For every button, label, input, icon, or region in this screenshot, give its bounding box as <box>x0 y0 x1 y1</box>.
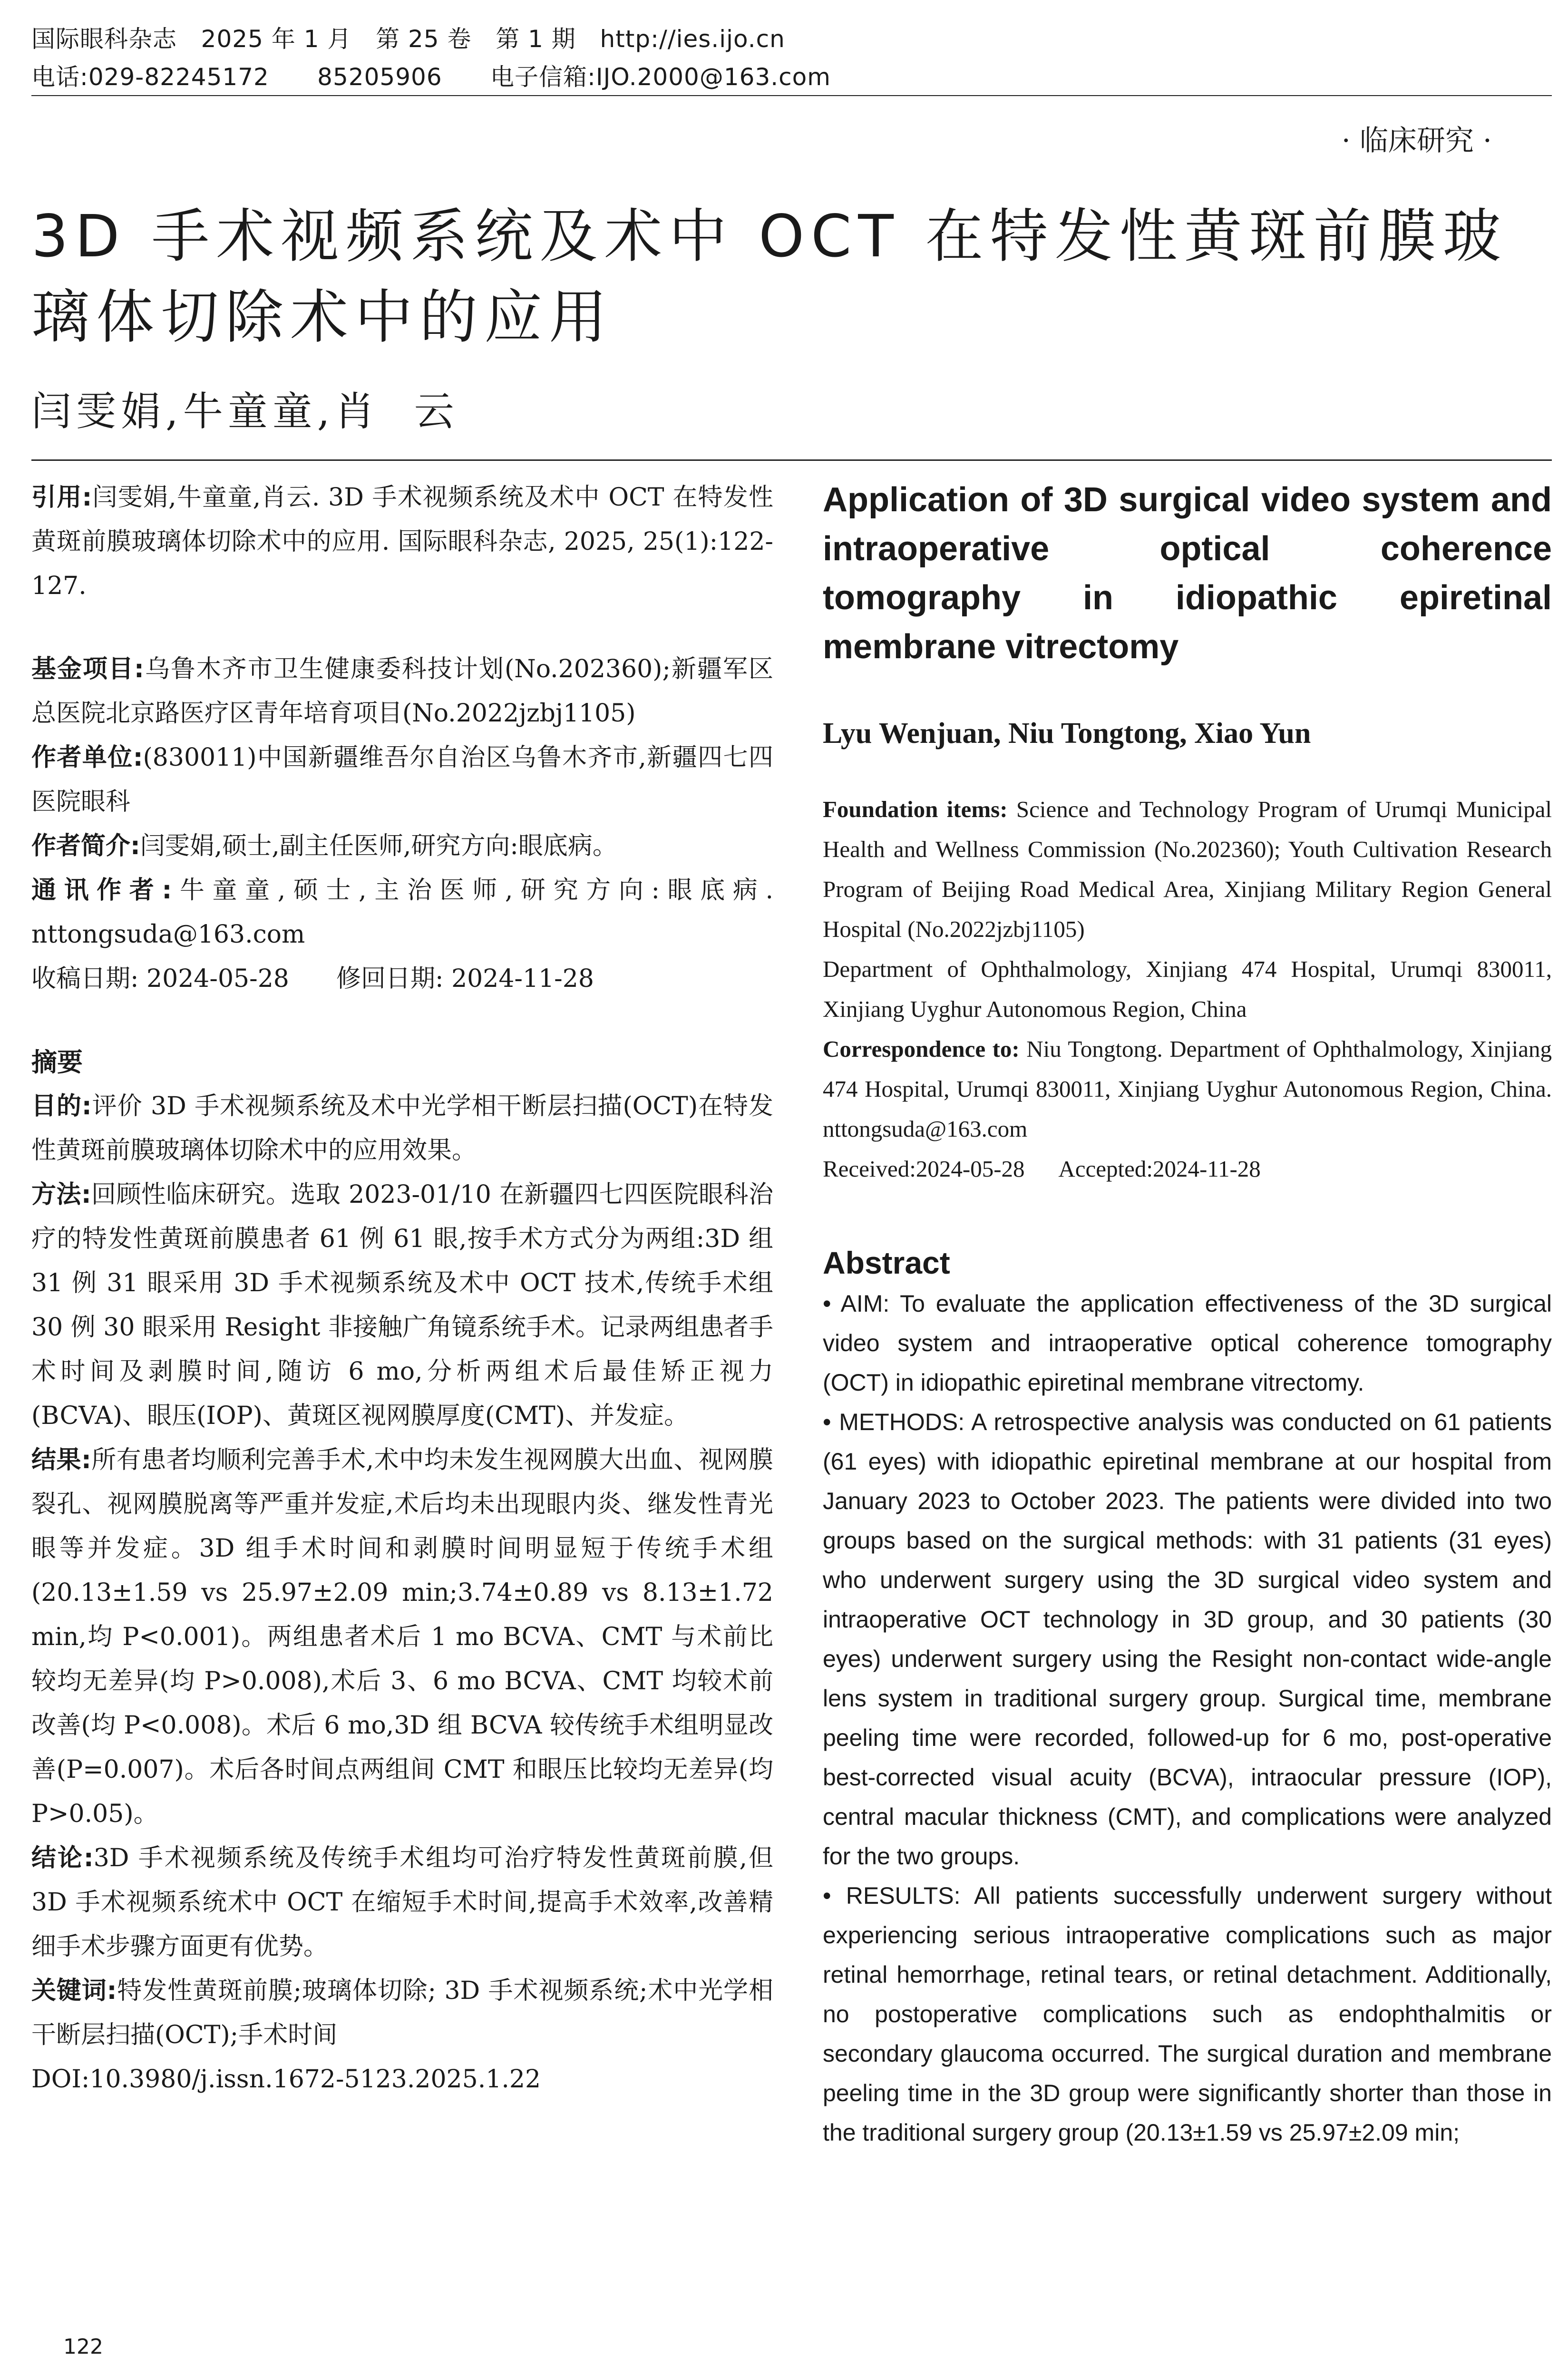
received-accepted: Received:2024-05-28 Accepted:2024-11-28 <box>823 1156 1261 1182</box>
aim-text: To evaluate the application effectiveness of the 3D surgical video system and intraoperative optical coherence tomography (OCT) in idiopathic epiretinal membrane vitrectomy. <box>823 1290 1552 1396</box>
english-abstract-body <box>823 1284 1552 2153</box>
objective-label: 目的: <box>31 1092 92 1120</box>
english-column <box>823 476 1552 2153</box>
doi: DOI:10.3980/j.issn.1672-5123.2025.1.22 <box>31 2065 541 2094</box>
department: Department of Ophthalmology, Xinjiang 474 Hospital, Urumqi 830011, Xinjiang Uyghur Autonomous Region, China <box>823 956 1552 1022</box>
en-results-text: All patients successfully underwent surgery without experiencing serious intraoperative complications such as major retinal hemorrhage, retinal tears, or retinal detachment. Additionally, no postoperative complications such as endophthalmitis or secondary glaucoma occurred. The surgical duration and membrane peeling time in the 3D group were significantly shorter than those in the traditional surgery group (20.13±1.59 vs 25.97±2.09 min; <box>823 1882 1552 2146</box>
methods-text: 回顾性临床研究。选取 2023-01/10 在新疆四七四医院眼科治疗的特发性黄斑前膜患者 61 例 61 眼,按手术方式分为两组:3D 组 31 例 31 眼采用 3D 手术视频系统及术中 OCT 技术,传统手术组 30 例 30 眼采用 Resight 非接触广角镜系统手术。记录两组患者手术时间及剥膜时间,随访 6 mo,分析两组术后最佳矫正视力(BCVA)、眼压(IOP)、黄斑区视网膜厚度(CMT)、并发症。 <box>31 1180 773 1430</box>
corr-text: 牛童童,硕士,主治医师,研究方向:眼底病. nttongsuda@163.com <box>31 876 774 949</box>
conclusion <box>31 1836 773 1969</box>
aim-label: • AIM: <box>823 1290 890 1317</box>
bio-label: 作者简介: <box>31 832 140 860</box>
journal-header-line-1: 国际眼科杂志 2025 年 1 月 第 25 卷 第 1 期 http://ies.ijo.cn <box>31 25 785 53</box>
unit-text: (830011)中国新疆维吾尔自治区乌鲁木齐市,新疆四七四医院眼科 <box>31 743 774 816</box>
en-methods <box>823 1403 1552 1876</box>
keywords <box>31 1969 773 2057</box>
en-results-label: • RESULTS: <box>823 1882 961 1909</box>
citation-text: 闫雯娟,牛童童,肖云. 3D 手术视频系统及术中 OCT 在特发性黄斑前膜玻璃体切除术中的应用. 国际眼科杂志, 2025, 25(1):122-127. <box>31 483 774 600</box>
foundation-text: Science and Technology Program of Urumqi Municipal Health and Wellness Commission (No.202360); Youth Cultivation Research Program of Beijing Road Medical Area, Xinjiang Military Region General Hospital (No.2022jzbj1105) <box>823 796 1552 942</box>
en-methods-text: A retrospective analysis was conducted on 61 patients (61 eyes) with idiopathic epiretinal membrane at our hospital from January 2023 to October 2023. The patients were divided into two groups based on the surgical methods: with 31 patients (31 eyes) who underwent surgery using the 3D surgical video system and intraoperative OCT technology in 3D group, and 30 patients (30 eyes) underwent surgery using the Resight non-contact wide-angle lens system in traditional surgery group. Surgical time, membrane peeling time were recorded, followed-up for 6 mo, post-operative best-corrected visual acuity (BCVA), intraocular pressure (IOP), central macular thickness (CMT), and complications were analyzed for the two groups. <box>823 1409 1552 1870</box>
section-tag: · 临床研究 · <box>1341 124 1492 157</box>
corr-label: 通讯作者: <box>31 876 172 905</box>
english-title: Application of 3D surgical video system and intraoperative optical coherence tomography in idiopathic epiretinal membrane vitrectomy <box>823 481 1552 666</box>
correspondence-text: Niu Tongtong. Department of Ophthalmology, Xinjiang 474 Hospital, Urumqi 830011, Xinjiang Uyghur Autonomous Region, China. nttongsuda@163.com <box>823 1036 1552 1142</box>
author-bio <box>31 824 773 868</box>
keywords-label: 关键词: <box>31 1977 117 2005</box>
abstract-heading: 摘要 <box>31 1047 83 1077</box>
aim <box>823 1284 1552 1403</box>
foundation-label: Foundation items: <box>823 796 1008 822</box>
en-results <box>823 1876 1552 2153</box>
header-divider <box>31 95 1552 96</box>
results-text: 所有患者均顺利完善手术,术中均未发生视网膜大出血、视网膜裂孔、视网膜脱离等严重并发症,术后均未出现眼内炎、继发性青光眼等并发症。3D 组手术时间和剥膜时间明显短于传统手术组(20.13±1.59 vs 25.97±2.09 min;3.74±0.89 vs 8.13±1.72 min,均 P<0.001)。两组患者术后 1 mo BCVA、CMT 与术前比较均无差异(均 P>0.008),术后 3、6 mo BCVA、CMT 均较术前改善(均 P<0.008)。术后 6 mo,3D 组 BCVA 较传统手术组明显改善(P=0.007)。术后各时间点两组间 CMT 和眼压比较均无差异(均 P>0.05)。 <box>31 1446 774 1828</box>
conclusion-label: 结论: <box>31 1844 94 1872</box>
page-number: 122 <box>63 2335 103 2359</box>
bio-text: 闫雯娟,硕士,副主任医师,研究方向:眼底病。 <box>140 832 617 860</box>
conclusion-text: 3D 手术视频系统及传统手术组均可治疗特发性黄斑前膜,但 3D 手术视频系统术中 OCT 在缩短手术时间,提高手术效率,改善精细手术步骤方面更有优势。 <box>31 1844 774 1961</box>
objective <box>31 1084 773 1173</box>
author-unit <box>31 736 773 824</box>
article-authors: 闫雯娟,牛童童,肖 云 <box>31 388 459 435</box>
fund-text: 乌鲁木齐市卫生健康委科技计划(No.202360);新疆军区总医院北京路医疗区青年培育项目(No.2022jzbj1105) <box>31 655 773 728</box>
title-divider <box>31 459 1552 461</box>
corresponding-author <box>31 868 773 957</box>
objective-text: 评价 3D 手术视频系统及术中光学相干断层扫描(OCT)在特发性黄斑前膜玻璃体切除术中的应用效果。 <box>31 1092 773 1165</box>
citation <box>31 476 773 608</box>
fund-label: 基金项目: <box>31 655 144 683</box>
article-title: 3D 手术视频系统及术中 OCT 在特发性黄斑前膜玻璃体切除术中的应用 <box>31 203 1508 351</box>
dates: 收稿日期: 2024-05-28 修回日期: 2024-11-28 <box>31 964 594 993</box>
chinese-column <box>31 476 773 2102</box>
keywords-text: 特发性黄斑前膜;玻璃体切除; 3D 手术视频系统;术中光学相干断层扫描(OCT);手术时间 <box>31 1977 773 2049</box>
methods <box>31 1173 773 1438</box>
foundation-items <box>823 789 1552 949</box>
english-authors: Lyu Wenjuan, Niu Tongtong, Xiao Yun <box>823 717 1311 750</box>
unit-label: 作者单位: <box>31 743 143 772</box>
results-label: 结果: <box>31 1446 91 1474</box>
en-methods-label: • METHODS: <box>823 1409 965 1435</box>
correspondence-label: Correspondence to: <box>823 1036 1020 1062</box>
citation-label: 引用: <box>31 483 92 512</box>
results <box>31 1438 773 1836</box>
correspondence <box>823 1029 1552 1149</box>
journal-header-line-2: 电话:029-82245172 85205906 电子信箱:IJO.2000@163.com <box>31 63 831 91</box>
english-abstract-heading: Abstract <box>823 1245 950 1280</box>
english-meta <box>823 789 1552 1189</box>
methods-label: 方法: <box>31 1180 91 1209</box>
fund-item <box>31 647 773 736</box>
